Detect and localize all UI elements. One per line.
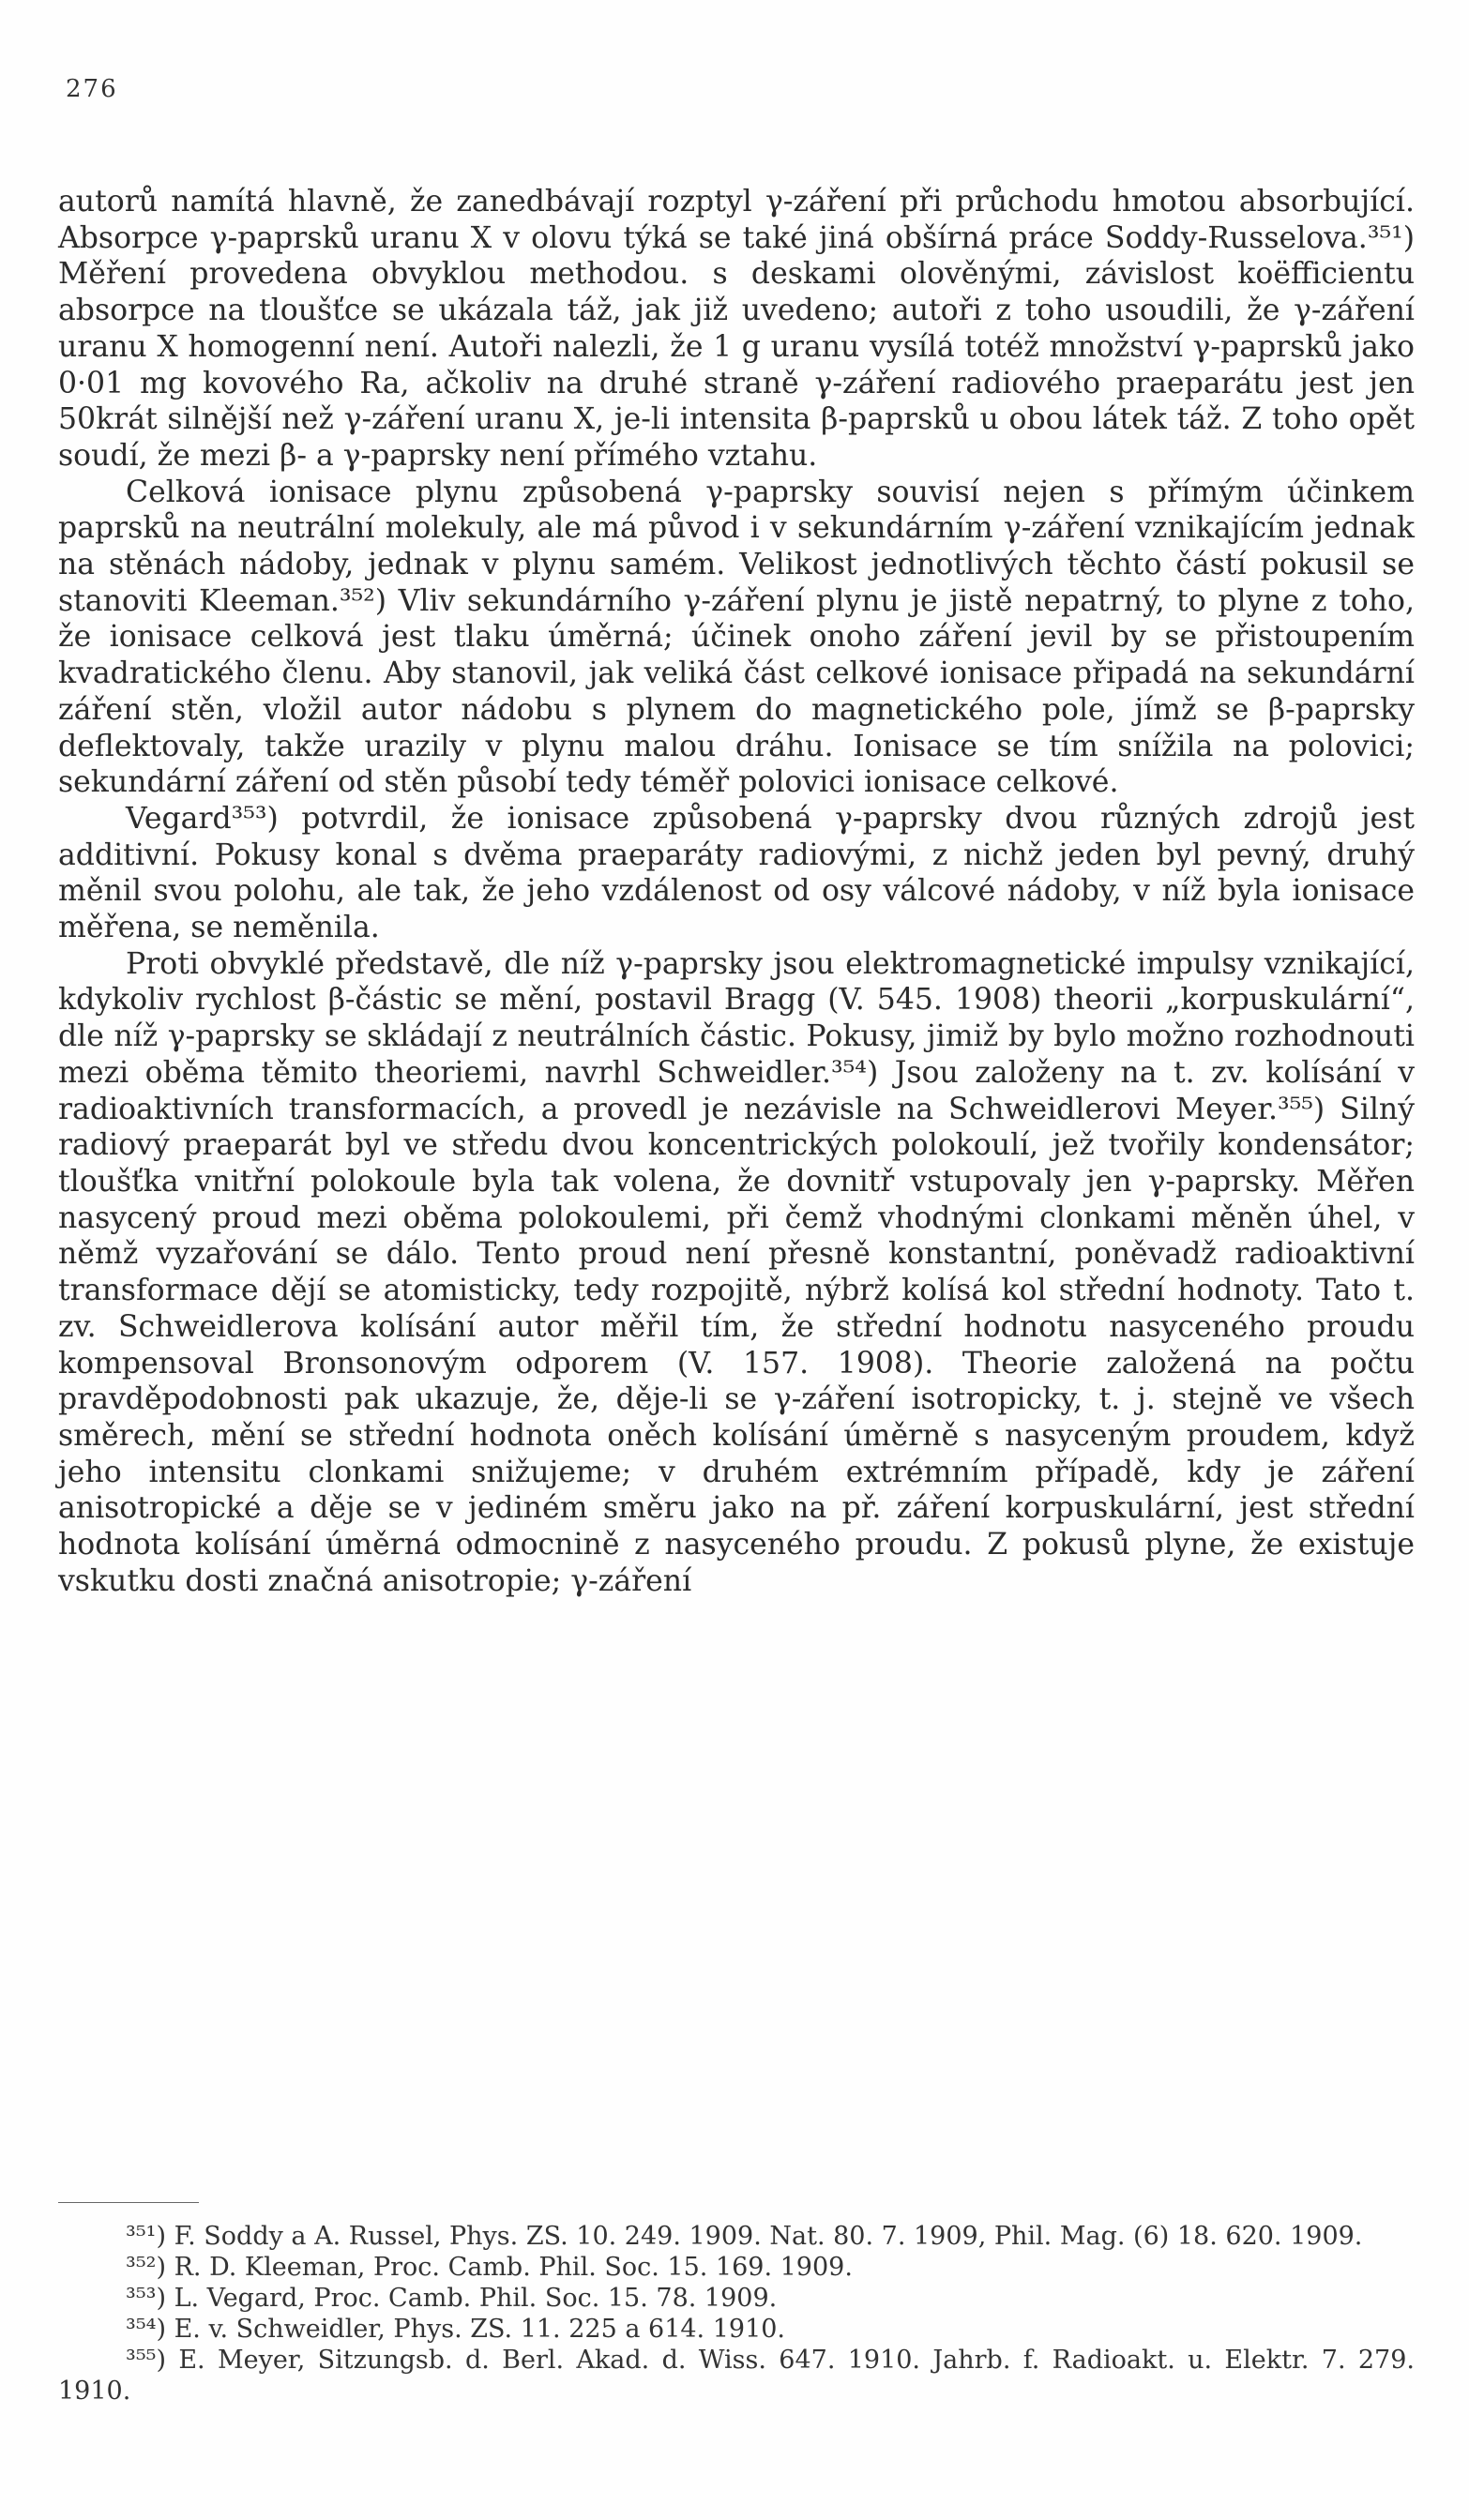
footnote-355: ³⁵⁵) E. Meyer, Sitzungsb. d. Berl. Akad. d. Wiss. 647. 1910. Jahrb. f. Radioakt. u. Elektr. 7. 279. 1910. bbox=[58, 2346, 1415, 2406]
paragraph-1: autorů namítá hlavně, že zanedbávají rozptyl γ-záření při průchodu hmotou absorbující. Absorpce γ-paprsků uranu X v olovu týká se také jiná obšírná práce Soddy-Russelova.³⁵¹) Měření provedena obvyklou methodou. s deskami olověnými, závislost koëfficientu absorpce na tloušťce se ukázala táž, jak již uvedeno; autoři z toho usoudili, že γ-záření uranu X homogenní není. Autoři nalezli, že 1 g uranu vysílá totéž množství γ-paprsků jako 0·01 mg kovového Ra, ačkoliv na druhé straně γ-záření radiového praeparátu jest jen 50krát silnější než γ-záření uranu X, je-li intensita β-paprsků u obou látek táž. Z toho opět soudí, že mezi β- a γ-paprsky není přímého vztahu. bbox=[58, 185, 1415, 473]
footnote-354: ³⁵⁴) E. v. Schweidler, Phys. ZS. 11. 225 a 614. 1910. bbox=[126, 2315, 786, 2344]
paragraph-2: Celková ionisace plynu způsobená γ-paprsky souvisí nejen s přímým účinkem paprsků na neutrální molekuly, ale má původ i v sekundárním γ-záření vznikajícím jednak na stěnách nádoby, jednak v plynu samém. Velikost jednotlivých těchto částí pokusil se stanoviti Kleeman.³⁵²) Vliv sekundárního γ-záření plynu je jistě nepatrný, to plyne z toho, že ionisace celková jest tlaku úměrná; účinek onoho záření jevil by se přistoupením kvadratického členu. Aby stanovil, jak veliká část celkové ionisace připadá na sekundární záření stěn, vložil autor nádobu s plynem do magnetického pole, jímž se β-paprsky deflektovaly, takže urazily v plynu malou dráhu. Ionisace se tím snížila na polovici; sekundární záření od stěn působí tedy téměř polovici ionisace celkové. bbox=[58, 475, 1415, 800]
footnote-351: ³⁵¹) F. Soddy a A. Russel, Phys. ZS. 10. 249. 1909. Nat. 80. 7. 1909, Phil. Mag. (6) 18. 620. 1909. bbox=[126, 2222, 1363, 2251]
footnote-353: ³⁵³) L. Vegard, Proc. Camb. Phil. Soc. 15. 78. 1909. bbox=[126, 2284, 778, 2313]
paragraph-4: Proti obvyklé představě, dle níž γ-paprsky jsou elektromagnetické impulsy vznikající, kdykoliv rychlost β-částic se mění, postavil Bragg (V. 545. 1908) theorii „korpuskulární“, dle níž γ-paprsky se skládají z neutrálních částic. Pokusy, jimiž by bylo možno rozhodnouti mezi oběma těmito theoriemi, navrhl Schweidler.³⁵⁴) Jsou založeny na t. zv. kolísání v radioaktivních transformacích, a provedl je nezávisle na Schweidlerovi Meyer.³⁵⁵) Silný radiový praeparát byl ve středu dvou koncentrických polokoulí, jež tvořily kondensátor; tloušťka vnitřní polokoule byla tak volena, že dovnitř vstupovaly jen γ-paprsky. Měřen nasycený proud mezi oběma polokoulemi, při čemž vhodnými clonkami měněn úhel, v němž vyzařování se dálo. Tento proud není přesně konstantní, poněvadž radioaktivní transformace dějí se atomisticky, tedy rozpojitě, nýbrž kolísá kol střední hodnoty. Tato t. zv. Schweidlerova kolísání autor měřil tím, že střední hodnotu nasyceného proudu kompensoval Bronsonovým odporem (V. 157. 1908). Theorie založená na počtu pravděpodobnosti pak ukazuje, že, děje-li se γ-záření isotropicky, t. j. stejně ve všech směrech, mění se střední hodnota oněch kolísání úměrně s nasyceným proudem, když jeho intensitu clonkami snižujeme; v druhém extrémním případě, kdy je záření anisotropické a děje se v jediném směru jako na př. záření korpuskulární, jest střední hodnota kolísání úměrná odmocnině z nasyceného proudu. Z pokusů plyne, že existuje vskutku dosti značná anisotropie; γ-záření bbox=[58, 946, 1415, 1598]
footnote-divider bbox=[58, 2202, 199, 2203]
page-number: 276 bbox=[66, 75, 118, 103]
body-text bbox=[58, 184, 1415, 1599]
footnote-352: ³⁵²) R. D. Kleeman, Proc. Camb. Phil. Soc. 15. 169. 1909. bbox=[126, 2253, 853, 2282]
footnotes bbox=[58, 2221, 1415, 2407]
paragraph-3: Vegard³⁵³) potvrdil, že ionisace způsobená γ-paprsky dvou různých zdrojů jest additivní. Pokusy konal s dvěma praeparáty radiovými, z nichž jeden byl pevný, druhý měnil svou polohu, ale tak, že jeho vzdálenost od osy válcové nádoby, v níž byla ionisace měřena, se neměnila. bbox=[58, 801, 1415, 945]
